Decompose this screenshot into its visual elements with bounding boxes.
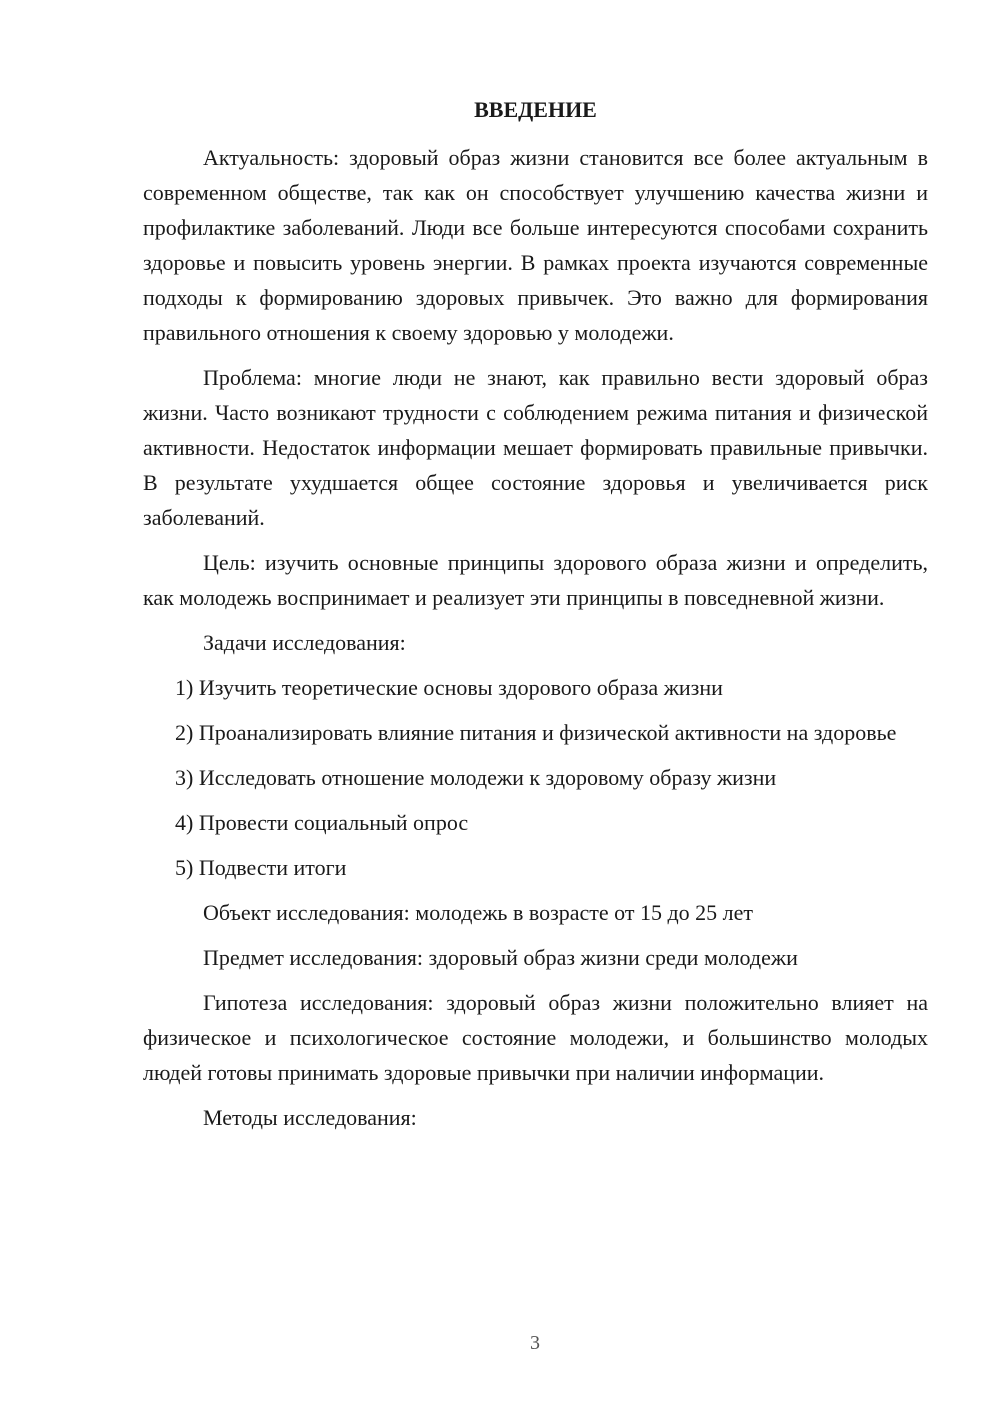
task-item: 4) Провести социальный опрос (175, 810, 469, 835)
task-item: 1) Изучить теоретические основы здорового образа жизни (175, 675, 723, 700)
relevance-paragraph: Актуальность: здоровый образ жизни становится все более актуальным в современном обществе, так как он способствует улучшению качества жизни и профилактике заболеваний. Люди все больше интересуются способами сохранить здоровье и повысить уровень энергии. В рамках проекта изучаются современные подходы к формированию здоровых привычек. Это важно для формирования правильного отношения к своему здоровью у молодежи. (143, 145, 928, 345)
task-item: 2) Проанализировать влияние питания и физической активности на здоровье (175, 720, 897, 745)
task-item: 3) Исследовать отношение молодежи к здоровому образу жизни (175, 765, 777, 790)
goal-paragraph: Цель: изучить основные принципы здорового образа жизни и определить, как молодежь воспринимает и реализует эти принципы в повседневной жизни. (143, 550, 928, 610)
problem-paragraph: Проблема: многие люди не знают, как правильно вести здоровый образ жизни. Часто возникают трудности с соблюдением режима питания и физической активности. Недостаток информации мешает формировать правильные привычки. В результате ухудшается общее состояние здоровья и увеличивается риск заболеваний. (143, 365, 928, 530)
methods-heading: Методы исследования: (203, 1105, 417, 1130)
document-page (143, 92, 928, 1145)
research-subject: Предмет исследования: здоровый образ жизни среди молодежи (203, 945, 798, 970)
section-title: ВВЕДЕНИЕ (474, 97, 597, 122)
task-item: 5) Подвести итоги (175, 855, 347, 880)
research-object: Объект исследования: молодежь в возрасте от 15 до 25 лет (203, 900, 754, 925)
tasks-heading: Задачи исследования: (203, 630, 406, 655)
tasks-list (143, 670, 928, 885)
page-number: 3 (530, 1332, 540, 1354)
hypothesis-paragraph: Гипотеза исследования: здоровый образ жизни положительно влияет на физическое и психологическое состояние молодежи, и большинство молодых людей готовы принимать здоровые привычки при наличии информации. (143, 990, 928, 1085)
